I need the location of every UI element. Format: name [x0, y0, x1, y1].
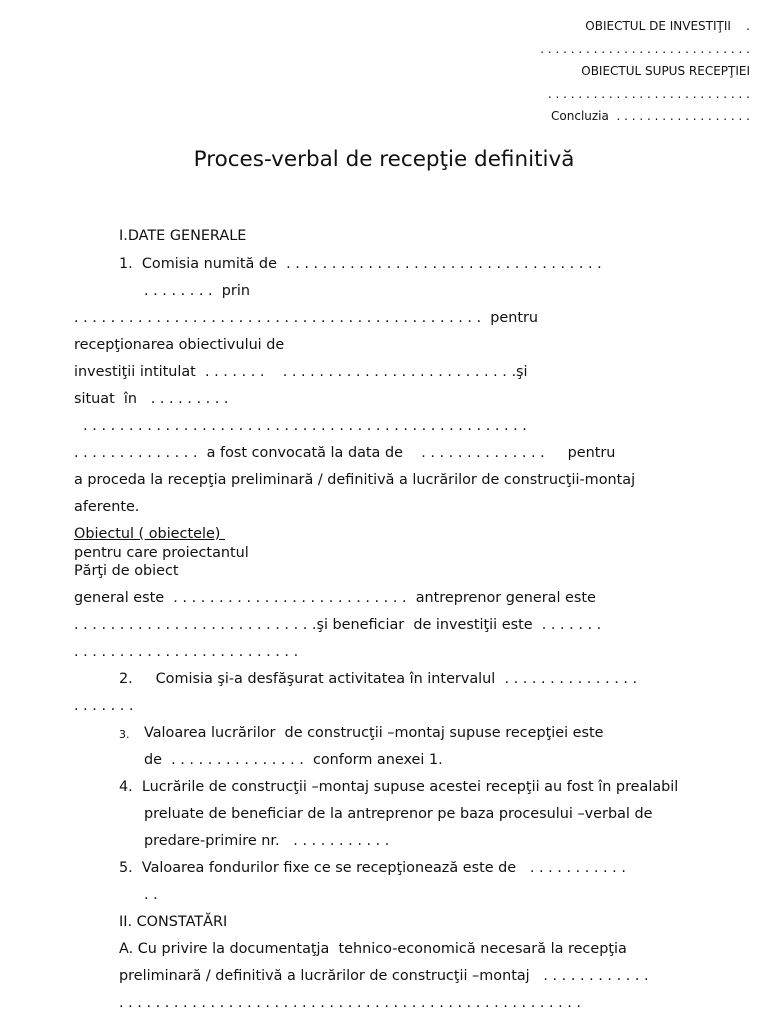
item-3-cont: de . . . . . . . . . . . . . . . conform anexei 1. [144, 752, 443, 768]
text-line: . . . . . . . . . . . . . . . . . . . . . . . . . . . . . . . . . . . . . . . . . . . . . . . . . . . [119, 995, 582, 1011]
header-obiect-receptie: OBIECTUL SUPUS RECEPŢIEI [581, 64, 750, 78]
section-2-heading: II. CONSTATĂRI [119, 914, 228, 930]
proiectant-label: pentru care proiectantul [74, 545, 249, 561]
text-line: . . . . . . . . . . . . . . . . . . . . . . . . . . . . . . . . . . . . . . . . . . . . . pentru [74, 310, 539, 326]
text-line: a proceda la recepţia preliminară / definitivă a lucrărilor de construcţii-montaj [74, 472, 636, 488]
parti-obiect-label: Părţi de obiect [74, 563, 179, 579]
text-line: recepţionarea obiectivului de [74, 337, 285, 353]
item-4: 4. Lucrările de construcţii –montaj supuse acestei recepţii au fost în prealabil [119, 779, 679, 795]
text-line: situat în . . . . . . . . . [74, 391, 229, 407]
item-4-cont: preluate de beneficiar de la antreprenor pe baza procesului –verbal de [144, 806, 653, 822]
section-1-heading: I.DATE GENERALE [119, 228, 247, 244]
item-3: Valoarea lucrărilor de construcţii –montaj supuse recepţiei este [144, 725, 604, 741]
item-2: 2. Comisia şi-a desfăşurat activitatea în intervalul . . . . . . . . . . . . . . . [119, 671, 638, 687]
item-5-cont: . . [144, 887, 158, 903]
item-4-cont: predare-primire nr. . . . . . . . . . . . [144, 833, 390, 849]
text-line: . . . . . . . . . . . . . . a fost convocată la data de . . . . . . . . . . . . . . pentru [74, 445, 616, 461]
text-line: aferente. [74, 499, 140, 515]
header-concluzia: Concluzia . . . . . . . . . . . . . . . . . . [551, 109, 750, 123]
text-line: . . . . . . . . . . . . . . . . . . . . . . . . . [74, 644, 299, 660]
item-2-cont: . . . . . . . [74, 698, 134, 714]
text-line: . . . . . . . . . . . . . . . . . . . . . . . . . . . . . . . . . . . . . . . . . . . . . . . . . [74, 418, 527, 434]
text-line: investiţii intitulat . . . . . . . . . . . . . . . . . . . . . . . . . . . . . . . . .şi [74, 364, 528, 380]
text-line: 1. Comisia numită de . . . . . . . . . . . . . . . . . . . . . . . . . . . . . . . . . . . [119, 256, 602, 272]
item-5: 5. Valoarea fondurilor fixe ce se recepţionează este de . . . . . . . . . . . [119, 860, 626, 876]
header-dots-1: . . . . . . . . . . . . . . . . . . . . . . . . . . . . [540, 42, 750, 56]
header-dots-2: . . . . . . . . . . . . . . . . . . . . . . . . . . . [547, 87, 750, 101]
text-line: A. Cu privire la documentaţja tehnico-economică necesară la recepţia [119, 941, 627, 957]
text-line: . . . . . . . . . . . . . . . . . . . . . . . . . . .şi beneficiar de investiţii este . . . . . . . [74, 617, 602, 633]
document-title: Proces-verbal de recepţie definitivă [193, 147, 575, 172]
item-3-number: 3. [119, 728, 130, 741]
obiectul-label: Obiectul ( obiectele) [74, 526, 225, 542]
text-line: general este . . . . . . . . . . . . . . . . . . . . . . . . . . antreprenor general este [74, 590, 596, 606]
header-obiect-investitii: OBIECTUL DE INVESTIŢII . [585, 19, 750, 33]
text-line: . . . . . . . . prin [144, 283, 250, 299]
text-line: preliminară / definitivă a lucrărilor de construcţii –montaj . . . . . . . . . . . . [119, 968, 649, 984]
